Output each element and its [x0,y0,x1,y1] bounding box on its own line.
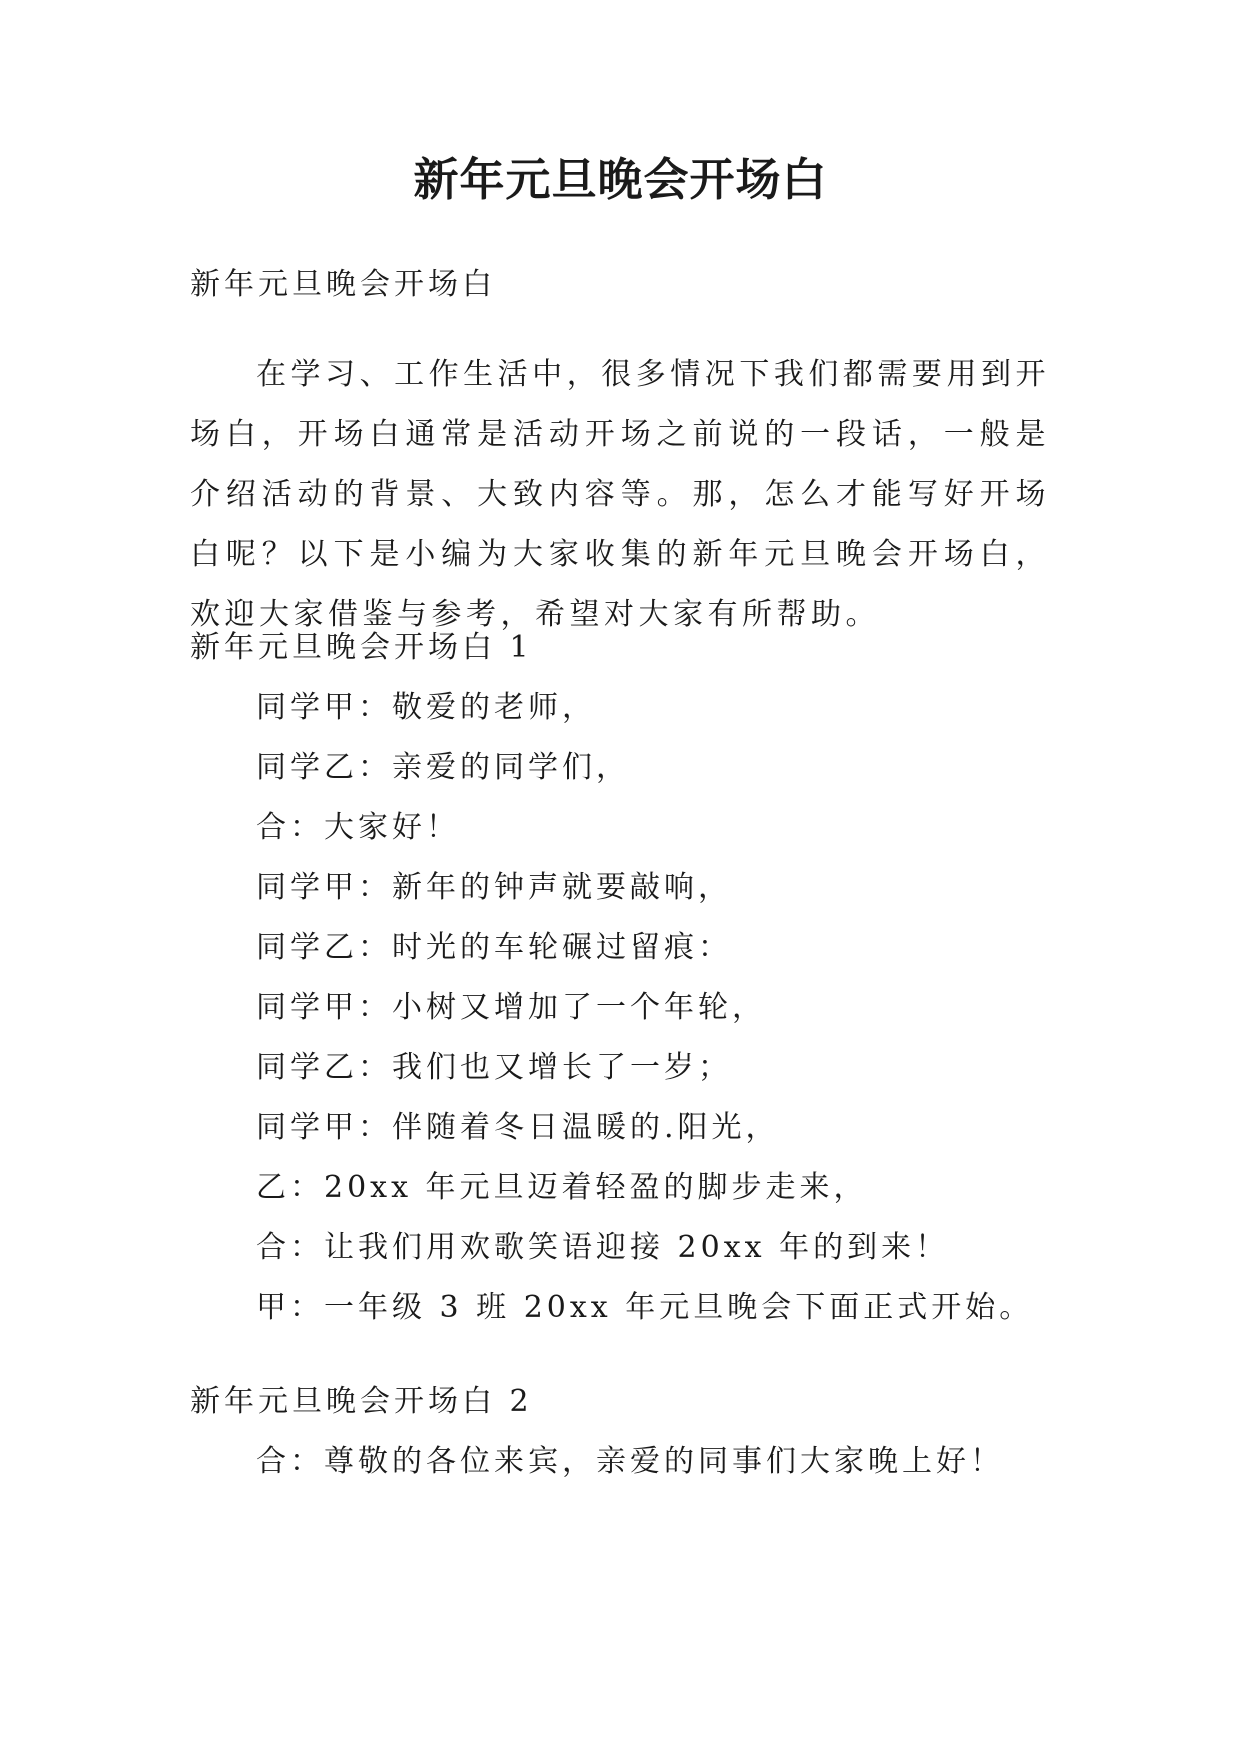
section-1 [190,618,1050,1338]
section-2-heading: 新年元旦晚会开场白 2 [190,1384,533,1419]
dialogue-line: 同学乙：亲爱的同学们， [256,750,630,785]
dialogue-line: 同学甲：新年的钟声就要敲响， [256,870,732,905]
dialogue-line: 合：让我们用欢歌笑语迎接 20xx 年的到来！ [256,1230,950,1265]
section-1-heading: 新年元旦晚会开场白 1 [190,630,533,665]
intro-paragraph: 在学习、工作生活中，很多情况下我们都需要用到开场白，开场白通常是活动开场之前说的一段话，一般是介绍活动的背景、大致内容等。那，怎么才能写好开场白呢？以下是小编为大家收集的新年元旦晚会开场白，欢迎大家借鉴与参考，希望对大家有所帮助。 [190,357,1050,632]
dialogue-line: 乙：20xx 年元旦迈着轻盈的脚步走来， [256,1170,868,1205]
document-title: 新年元旦晚会开场白 [413,153,828,206]
section-2 [190,1372,1050,1492]
dialogue-line: 同学乙：时光的车轮碾过留痕： [256,930,732,965]
dialogue-line: 同学甲：敬爱的老师， [256,690,596,725]
dialogue-line: 同学乙：我们也又增长了一岁； [256,1050,732,1085]
dialogue-line: 同学甲：小树又增加了一个年轮， [256,990,766,1025]
dialogue-line: 合：尊敬的各位来宾，亲爱的同事们大家晚上好！ [256,1444,1004,1479]
dialogue-line: 甲：一年级 3 班 20xx 年元旦晚会下面正式开始。 [256,1290,1034,1325]
dialogue-line: 同学甲：伴随着冬日温暖的.阳光， [256,1110,780,1145]
dialogue-line: 合：大家好！ [256,810,460,845]
subtitle-block [190,255,1050,315]
document-subtitle: 新年元旦晚会开场白 [190,267,496,302]
